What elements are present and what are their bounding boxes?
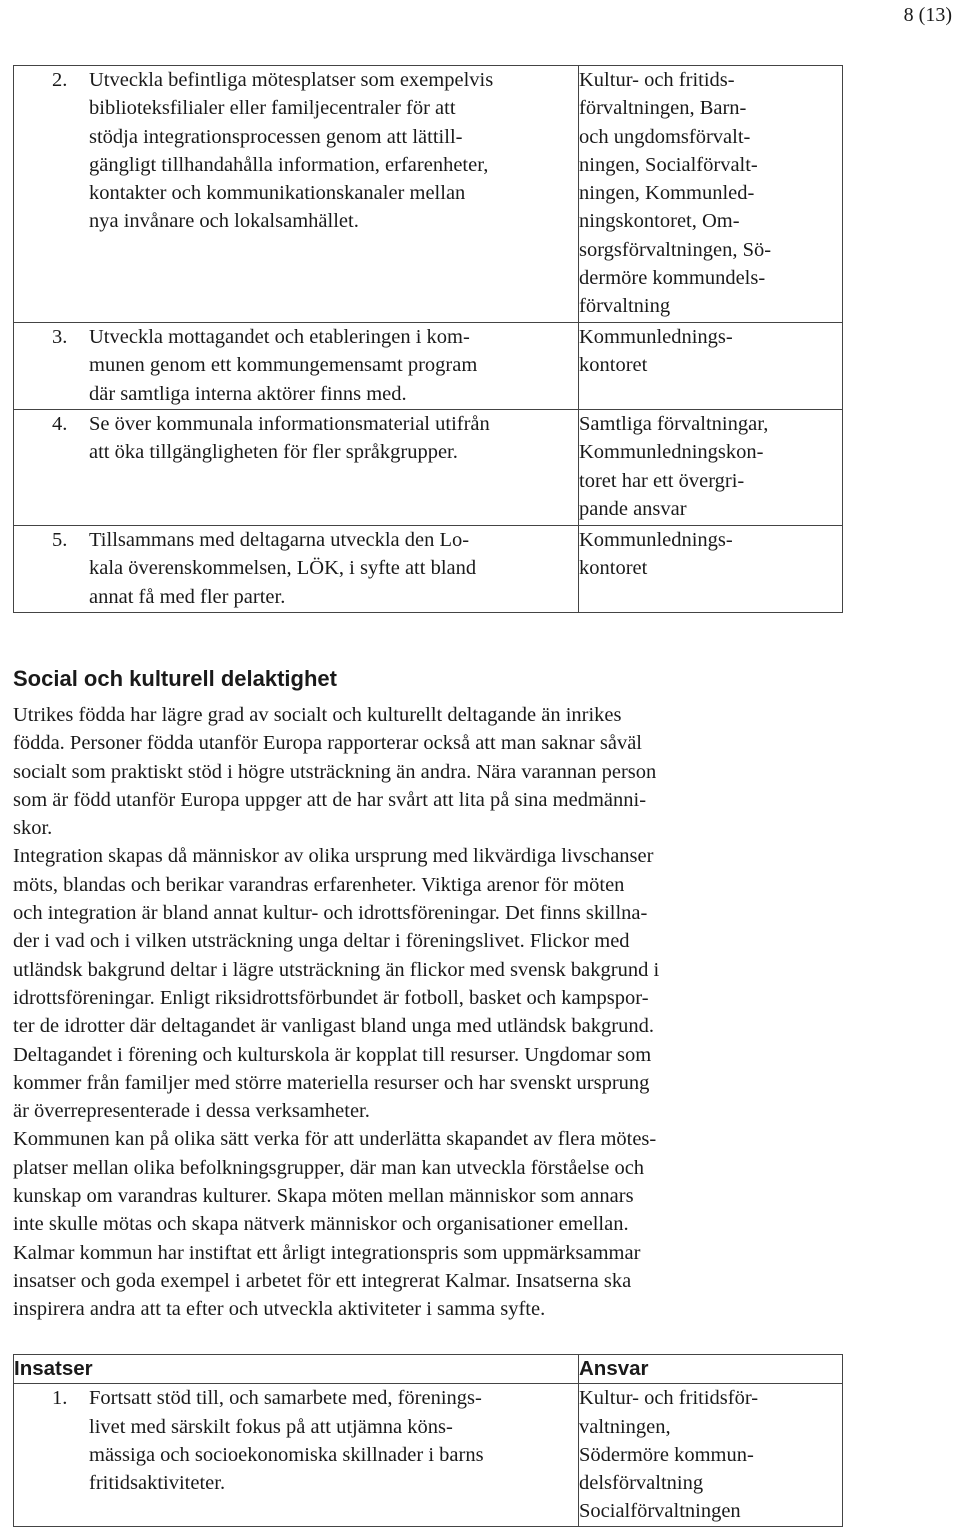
paragraph: [13, 1125, 813, 1238]
resp-line: delsförvaltning: [579, 1472, 704, 1495]
column-header-insatser: Insatser: [14, 1355, 579, 1384]
responsible-cell: [579, 323, 843, 410]
action-line: Tillsammans med deltagarna utveckla den Lo-: [89, 529, 470, 551]
resp-line: dermöre kommundels-: [579, 267, 766, 290]
text-line: inspirera andra att ta efter och utveckla aktiviteter i samma syfte.: [13, 1298, 546, 1321]
text-line: Utrikes födda har lägre grad av socialt och kulturellt deltagande än inrikes: [13, 704, 622, 726]
page-number: 8 (13): [903, 4, 952, 26]
action-line: kontakter och kommunikationskanaler mellan: [89, 182, 466, 205]
list-item: [14, 526, 578, 611]
table-header-row: [14, 1355, 843, 1384]
text-line: och integration är bland annat kultur- och idrottsföreningar. Det finns skillna-: [13, 902, 648, 925]
action-cell: [14, 323, 579, 410]
action-line: stödja integrationsprocessen genom att lättill-: [89, 125, 463, 148]
table-row: [14, 323, 843, 410]
action-line: Utveckla mottagandet och etableringen i kom-: [89, 326, 470, 348]
resp-line: Kommunlednings-: [579, 326, 733, 348]
paragraph: [13, 842, 813, 1125]
text-line: möts, blandas och berikar varandras erfarenheter. Viktiga arenor för möten: [13, 873, 625, 896]
text-line: insatser och goda exempel i arbetet för ett integrerat Kalmar. Insatserna ska: [13, 1269, 632, 1292]
action-line: att öka tillgängligheten för fler språkgrupper.: [89, 441, 458, 464]
responsible-cell: [579, 1384, 843, 1526]
resp-line: förvaltningen, Barn-: [579, 97, 747, 120]
text-line: idrottsföreningar. Enligt riksidrottsförbundet är fotboll, basket och kampspor-: [13, 986, 649, 1009]
resp-line: sorgsförvaltningen, Sö-: [579, 238, 772, 261]
paragraph: [13, 1239, 813, 1324]
resp-line: förvaltning: [579, 295, 671, 318]
resp-line: ningen, Kommunled-: [579, 182, 755, 205]
action-line: Fortsatt stöd till, och samarbete med, förenings-: [89, 1387, 482, 1410]
column-header-ansvar: Ansvar: [579, 1355, 843, 1384]
resp-line: pande ansvar: [579, 497, 687, 520]
table-row: [14, 526, 843, 613]
action-line: Utveckla befintliga mötesplatser som exempelvis: [89, 69, 494, 91]
text-line: som är född utanför Europa uppger att de har svårt att lita på sina medmänni-: [13, 788, 647, 811]
resp-line: kontoret: [579, 354, 648, 377]
table-row: [14, 66, 843, 323]
action-line: fritidsaktiviteter.: [89, 1472, 226, 1495]
text-line: socialt som praktiskt stöd i högre utsträckning än andra. Nära varannan person: [13, 760, 657, 783]
responsible-cell: [579, 526, 843, 613]
action-line: mässiga och socioekonomiska skillnader i barns: [89, 1443, 484, 1466]
resp-line: ningen, Socialförvalt-: [579, 153, 758, 176]
item-number: 1.: [52, 1387, 68, 1410]
action-line: livet med särskilt fokus på att utjämna köns-: [89, 1415, 453, 1438]
text-line: ter de idrotter där deltagandet är vanligast bland unga med utländsk bakgrund.: [13, 1015, 654, 1038]
text-line: Kalmar kommun har instiftat ett årligt integrationspris som uppmärksammar: [13, 1241, 641, 1264]
resp-line: valtningen,: [579, 1415, 671, 1438]
action-cell: [14, 410, 579, 526]
action-line: kala överenskommelsen, LÖK, i syfte att bland: [89, 557, 477, 580]
text-line: utländsk bakgrund deltar i lägre utsträckning än flickor med svensk bakgrund i: [13, 958, 660, 981]
text-line: Kommunen kan på olika sätt verka för att underlätta skapandet av flera mötes-: [13, 1128, 657, 1151]
resp-line: toret har ett övergri-: [579, 469, 745, 492]
item-number: 2.: [52, 69, 68, 91]
resp-line: Kultur- och fritids-: [579, 69, 735, 91]
text-line: skor.: [13, 817, 53, 840]
text-line: födda. Personer födda utanför Europa rapporterar också att man saknar såväl: [13, 732, 642, 755]
list-item: [14, 410, 578, 467]
text-line: är överrepresenterade i dessa verksamheter.: [13, 1100, 370, 1123]
measures-table: [13, 65, 843, 613]
resp-line: Södermöre kommun-: [579, 1443, 754, 1466]
paragraph: [13, 701, 813, 842]
resp-line: Kultur- och fritidsför-: [579, 1387, 759, 1410]
text-line: platser mellan olika befolkningsgrupper, där man kan utveckla förståelse och: [13, 1156, 645, 1179]
resp-line: Kommunledningskon-: [579, 441, 764, 464]
action-cell: [14, 66, 579, 323]
resp-line: ningskontoret, Om-: [579, 210, 740, 233]
action-line: annat få med fler parter.: [89, 585, 286, 608]
table-row: [14, 410, 843, 526]
action-line: nya invånare och lokalsamhället.: [89, 210, 359, 233]
action-line: gängligt tillhandahålla information, erfarenheter,: [89, 153, 489, 176]
section-heading: Social och kulturell delaktighet: [13, 666, 337, 691]
responsible-cell: [579, 66, 843, 323]
text-line: Deltagandet i förening och kulturskola är kopplat till resurser. Ungdomar som: [13, 1043, 652, 1066]
text-line: kommer från familjer med större materiella resurser och har svenskt ursprung: [13, 1071, 650, 1094]
action-cell: [14, 1384, 579, 1526]
item-number: 4.: [52, 413, 68, 435]
action-line: biblioteksfilialer eller familjecentraler för att: [89, 97, 456, 120]
text-line: kunskap om varandras kulturer. Skapa möten mellan människor som annars: [13, 1185, 634, 1208]
action-line: där samtliga interna aktörer finns med.: [89, 382, 407, 405]
action-cell: [14, 526, 579, 613]
resp-line: Kommunlednings-: [579, 529, 733, 551]
text-line: Integration skapas då människor av olika ursprung med likvärdiga livschanser: [13, 845, 654, 868]
list-item: [14, 66, 578, 236]
item-number: 5.: [52, 529, 68, 551]
resp-line: kontoret: [579, 557, 648, 580]
responsible-cell: [579, 410, 843, 526]
item-number: 3.: [52, 326, 68, 348]
resp-line: Socialförvaltningen: [579, 1500, 741, 1523]
insatser-table: [13, 1354, 843, 1527]
list-item: [14, 323, 578, 408]
text-line: inte skulle mötas och skapa nätverk människor och organisationer emellan.: [13, 1213, 629, 1236]
action-line: munen genom ett kommungemensamt program: [89, 354, 478, 377]
resp-line: Samtliga förvaltningar,: [579, 413, 769, 435]
section-body: [13, 701, 813, 1324]
resp-line: och ungdomsförvalt-: [579, 125, 751, 148]
list-item: [14, 1384, 578, 1497]
text-line: der i vad och i vilken utsträckning unga deltar i föreningslivet. Flickor med: [13, 930, 630, 953]
action-line: Se över kommunala informationsmaterial utifrån: [89, 413, 490, 435]
table-row: [14, 1384, 843, 1526]
